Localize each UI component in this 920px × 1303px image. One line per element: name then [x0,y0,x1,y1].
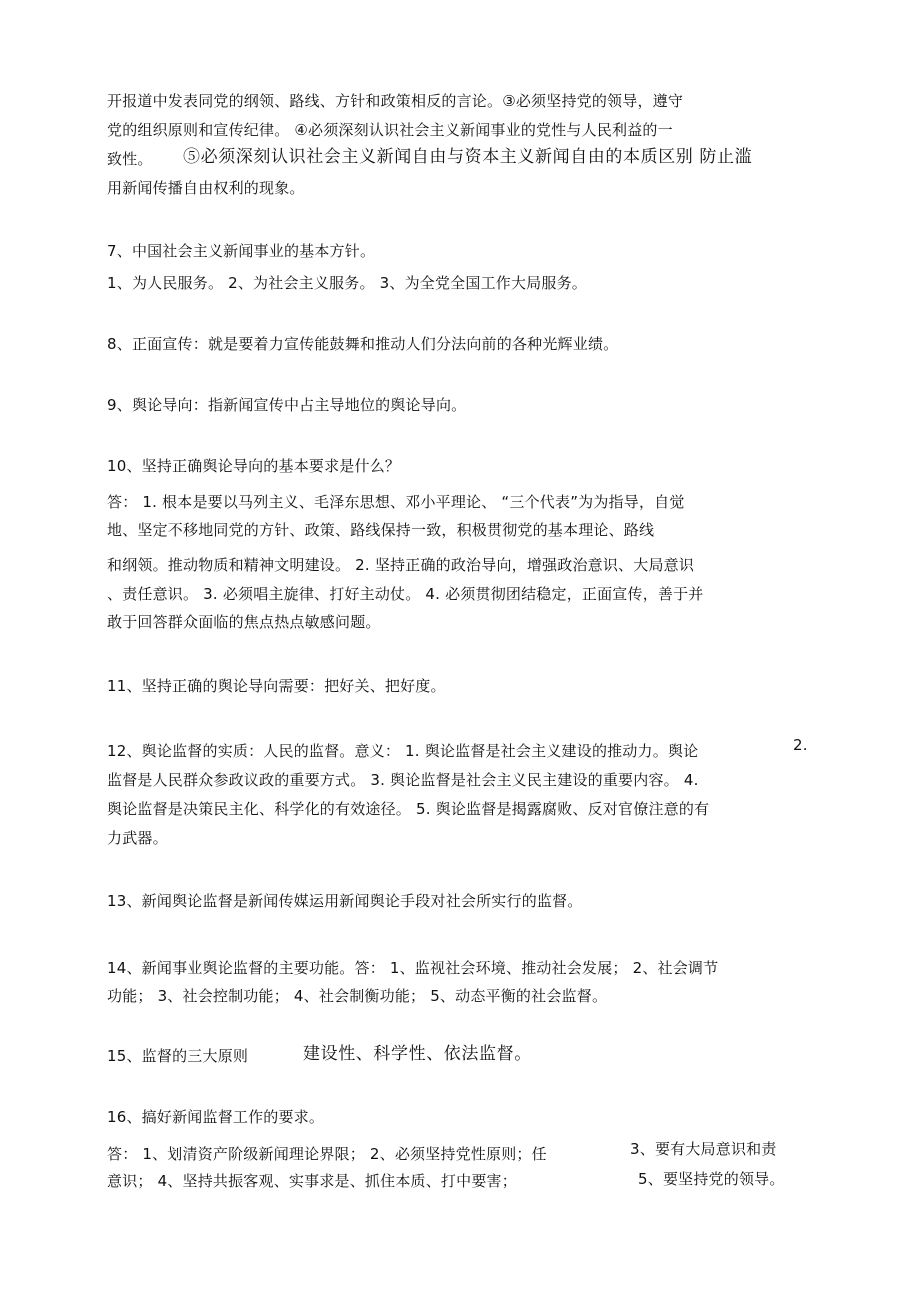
text-line: 用新闻传播自由权利的现象。 [107,179,305,197]
text-fragment: 5、要坚持党的领导。 [638,1170,785,1188]
text-line: 、责任意识。 3. 必须唱主旋律、打好主动仗。 4. 必须贯彻团结稳定，正面宣传，善于并 [107,585,704,603]
section-heading: 9、舆论导向：指新闻宣传中占主导地位的舆论导向。 [107,396,467,414]
section-heading: 12、舆论监督的实质：人民的监督。意义： 1. 舆论监督是社会主义建设的推动力。舆论 [107,742,699,760]
text-line: 致性。 [107,150,153,168]
section-heading: 15、监督的三大原则 [107,1047,249,1065]
text-line: ⑤必须深刻认识社会主义新闻自由与资本主义新闻自由的本质区别 防止滥 [183,147,753,167]
text-line: 地、坚定不移地同党的方针、政策、路线保持一致，积极贯彻党的基本理论、路线 [107,521,655,539]
text-line: 答： 1、划清资产阶级新闻理论界限； 2、必须坚持党性原则；任 [107,1145,547,1163]
section-heading: 11、坚持正确的舆论导向需要：把好关、把好度。 [107,677,446,695]
text-line: 舆论监督是决策民主化、科学化的有效途径。 5. 舆论监督是揭露腐败、反对官僚注意的有 [107,800,710,818]
section-heading: 8、正面宣传：就是要着力宣传能鼓舞和推动人们分法向前的各种光辉业绩。 [107,335,619,353]
text-line: 开报道中发表同党的纲领、路线、方针和政策相反的言论。③必须坚持党的领导，遵守 [107,92,684,110]
text-line: 和纲领。推动物质和精神文明建设。 2. 坚持正确的政治导向，增强政治意识、大局意识 [107,556,695,574]
text-line: 监督是人民群众参政议政的重要方式。 3. 舆论监督是社会主义民主建设的重要内容。 4. [107,771,699,789]
section-heading: 16、搞好新闻监督工作的要求。 [107,1108,325,1126]
text-fragment: 2. [793,736,808,754]
text-line: 力武器。 [107,829,168,847]
section-heading: 7、中国社会主义新闻事业的基本方针。 [107,242,376,260]
text-line: 敢于回答群众面临的焦点热点敏感问题。 [107,613,381,631]
text-line: 党的组织原则和宣传纪律。 ④必须深刻认识社会主义新闻事业的党性与人民利益的一 [107,121,673,139]
text-line: 意识； 4、坚持共振客观、实事求是、抓住本质、打中要害； [107,1172,517,1190]
section-heading: 14、新闻事业舆论监督的主要功能。答： 1、监视社会环境、推动社会发展； 2、社会调节 [107,959,719,977]
section-heading: 13、新闻舆论监督是新闻传媒运用新闻舆论手段对社会所实行的监督。 [107,892,583,910]
text-line: 1、为人民服务。 2、为社会主义服务。 3、为全党全国工作大局服务。 [107,274,587,292]
section-heading: 10、坚持正确舆论导向的基本要求是什么？ [107,457,401,475]
text-line: 功能； 3、社会控制功能； 4、社会制衡功能； 5、动态平衡的社会监督。 [107,987,608,1005]
text-fragment: 3、要有大局意识和责 [630,1140,777,1158]
text-fragment: 建设性、科学性、依法监督。 [303,1044,532,1064]
text-line: 答： 1. 根本是要以马列主义、毛泽东思想、邓小平理论、 “三个代表”为为指导，自觉 [107,493,685,511]
